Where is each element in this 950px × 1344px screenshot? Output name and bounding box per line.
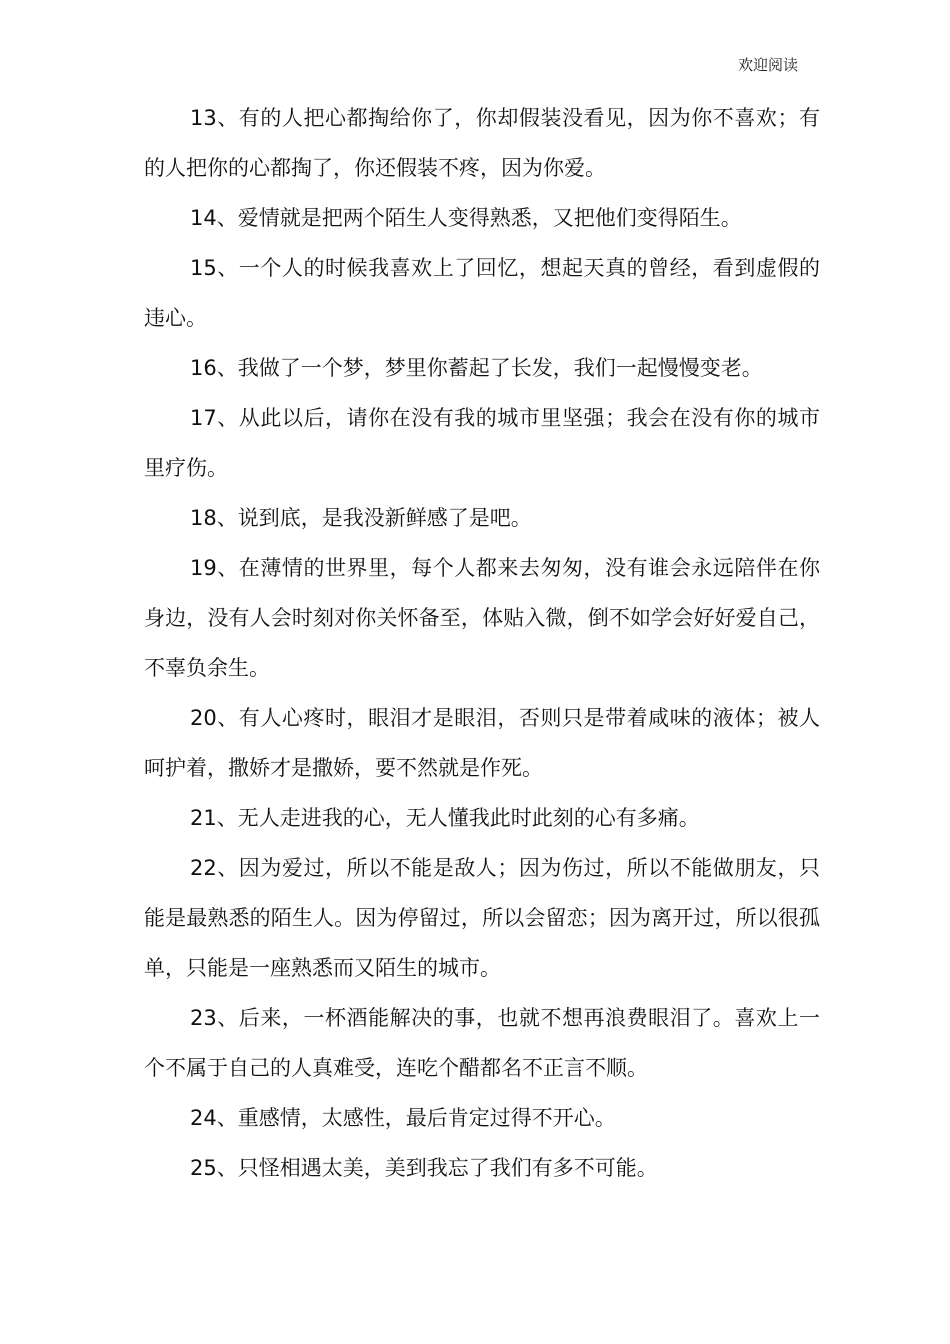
paragraph-16: 16、我做了一个梦，梦里你蓄起了长发，我们一起慢慢变老。 <box>190 356 763 380</box>
paragraph-25: 25、只怪相遇太美，美到我忘了我们有多不可能。 <box>190 1156 658 1180</box>
paragraph-17: 17、从此以后，请你在没有我的城市里坚强；我会在没有你的城市里疗伤。 <box>144 406 820 480</box>
paragraph-18: 18、说到底，是我没新鲜感了是吧。 <box>190 506 532 530</box>
paragraph-23: 23、后来，一杯酒能解决的事，也就不想再浪费眼泪了。喜欢上一个不属于自己的人真难受，连吃个醋都名不正言不顺。 <box>144 1006 820 1080</box>
paragraph-20: 20、有人心疼时，眼泪才是眼泪，否则只是带着咸味的液体；被人呵护着，撒娇才是撒娇，要不然就是作死。 <box>144 706 820 780</box>
paragraph-19: 19、在薄情的世界里，每个人都来去匆匆，没有谁会永远陪伴在你身边，没有人会时刻对你关怀备至，体贴入微，倒不如学会好好爱自己，不辜负余生。 <box>144 556 820 680</box>
paragraph-21: 21、无人走进我的心，无人懂我此时此刻的心有多痛。 <box>190 806 700 830</box>
page-header: 欢迎阅读 <box>737 56 798 74</box>
paragraph-13: 13、有的人把心都掏给你了，你却假装没看见，因为你不喜欢；有的人把你的心都掏了，你还假装不疼，因为你爱。 <box>144 106 820 180</box>
paragraph-14: 14、爱情就是把两个陌生人变得熟悉，又把他们变得陌生。 <box>190 206 742 230</box>
paragraph-15: 15、一个人的时候我喜欢上了回忆，想起天真的曾经，看到虚假的违心。 <box>144 256 820 330</box>
document-body <box>144 93 820 1193</box>
paragraph-22: 22、因为爱过，所以不能是敌人；因为伤过，所以不能做朋友，只能是最熟悉的陌生人。因为停留过，所以会留恋；因为离开过，所以很孤单，只能是一座熟悉而又陌生的城市。 <box>144 856 820 980</box>
paragraph-24: 24、重感情，太感性，最后肯定过得不开心。 <box>190 1106 616 1130</box>
